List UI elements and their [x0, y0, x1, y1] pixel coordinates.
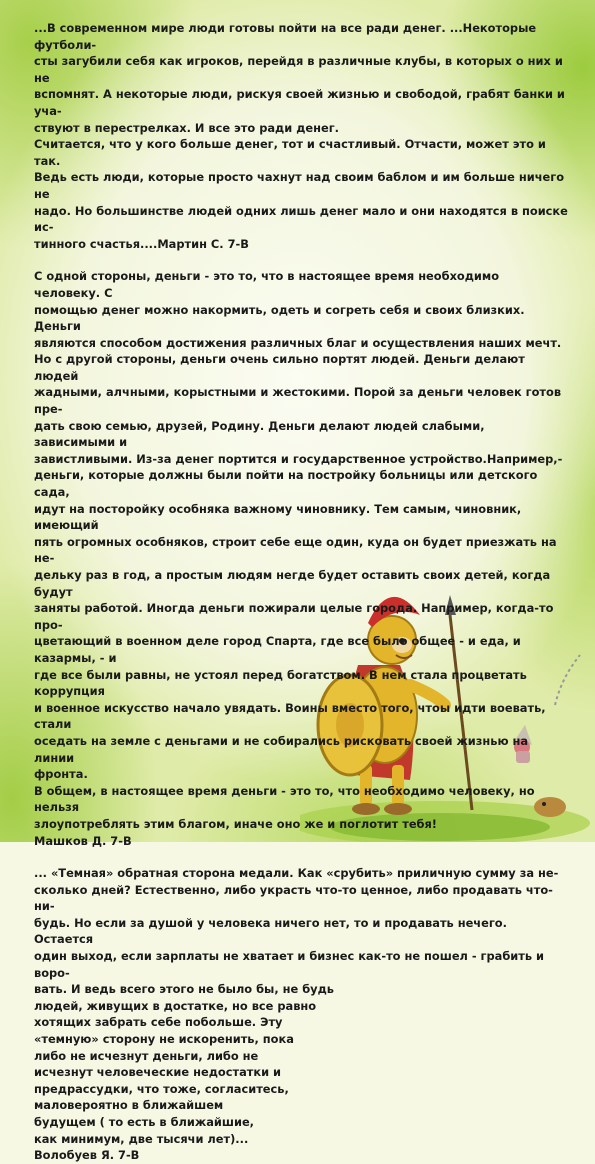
section-3-body: ... «Темная» обратная сторона медали. Как «срубить» приличную сумму за не- сколько дней? Естественно, либо украсть что-то ценное, либо продавать что-ни- будь. Но если за душой у человека ничего нет, то и продавать нечего. Остается один выход, если зарплаты не хватает и бизнес как-то не пошел - грабить и воро- вать. И ведь всего этого не было бы, не будь людей, живущих в достатке, но все равно хотящих забрать себе побольше. Эту «темную» сторону не искоренить, пока либо не исчезнут деньги, либо не исчезнут человеческие недостатки и предрассудки, что тоже, согласитесь, маловероятно в ближайшем будущем ( то есть в ближайшие, как минимум, две тысячи лет)...: [34, 866, 559, 1146]
section-3-author: Волобуев Я. 7-В: [34, 1148, 140, 1163]
section-divider: [34, 252, 569, 268]
article-text: [34, 20, 569, 1164]
section-divider: [34, 849, 569, 865]
section-1-body: ...В современном мире люди готовы пойти на все ради денег. ...Некоторые футболи- сты загубили себя как игроков, перейдя в различные клубы, в которых о них и не вспомнят. А некоторые люди, рискуя своей жизнью и свободой, грабят банки и уча- ствуют в перестрелках. И все это ради денег. Считается, что у кого больше денег, тот и счастливый. Отчасти, может это и так. Ведь есть люди, которые просто чахнут над своим баблом и им больше ничего не надо. Но большинстве людей одних лишь денег мало и они находятся в поиске ис- тинного счастья....Мартин С. 7-В: [34, 21, 568, 251]
section-2-author: Машков Д. 7-В: [34, 833, 132, 848]
section-2-body: С одной стороны, деньги - это то, что в настоящее время необходимо человеку. С помощью денег можно накормить, одеть и согреть себя и своих близких. Деньги являются способом достижения различных благ и осуществления наших мечт. Но с другой стороны, деньги очень сильно портят людей. Деньги делают людей жадными, алчными, корыстными и жестокими. Порой за деньги человек готов пре- дать свою семью, друзей, Родину. Деньги делают людей слабыми, зависимыми и завистливыми. Из-за денег портится и государственное устройство.Например,- деньги, которые должны были пойти на постройку больницы или детского сада, идут на посторойку особняка важному чиновнику. Тем самым, чиновник, имеющий пять огромных особняков, строит себе еще один, куда он будет приезжать на не- дельку раз в год, а простым людям негде будет оставить своих детей, когда будут заняты работой. Иногда деньги пожирали целые города. Например, когда-то про- цветающий в военном деле город Спарта, где все было общее - и еда, и казармы, - и где все были равны, не устоял перед богатством. В нем стала процветать коррупция и военное искусство начало увядать. Воины вместо того, чтоы идти воевать, стали оседать на земле с деньгами и не собирались рисковать своей жизнью на линии фронта. В общем, в настоящее время деньги - это то, что необходимо человеку, но нельзя злоупотреблять этим благом, иначе оно же и поглотит тебя!: [34, 269, 563, 831]
